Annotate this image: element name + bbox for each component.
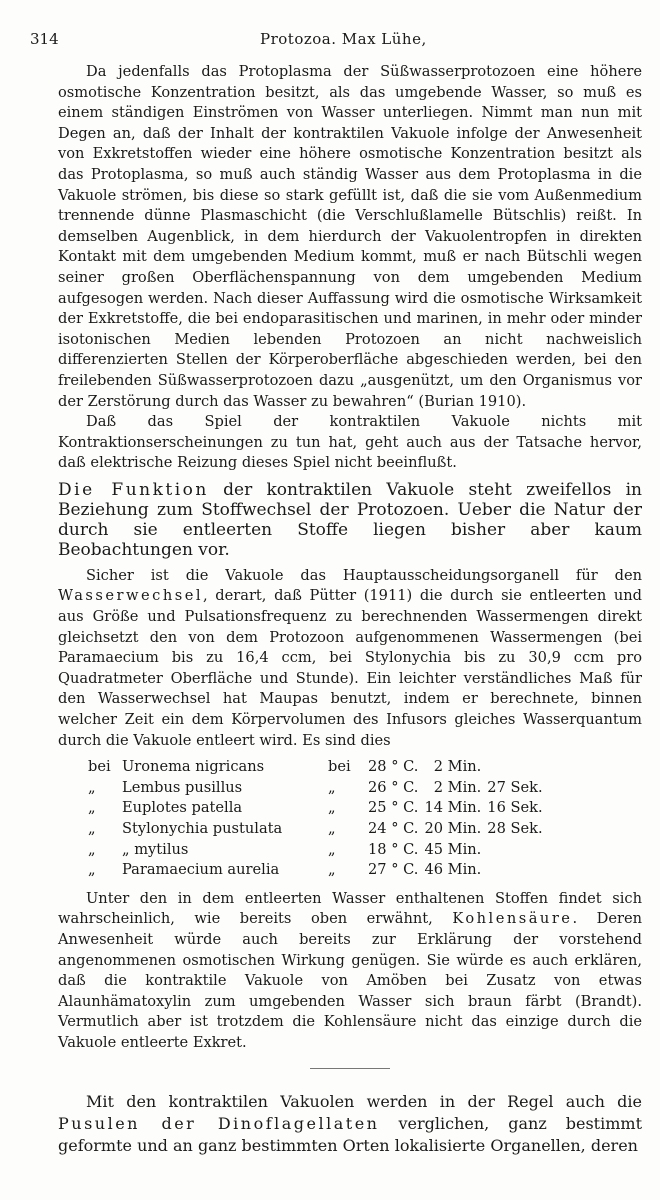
table-cell-prefix: bei xyxy=(88,758,111,776)
table-cell-prefix: „ xyxy=(88,820,96,837)
text-body xyxy=(58,62,642,1157)
spaced-term: Kohlensäure xyxy=(452,910,573,928)
table-row xyxy=(88,860,555,881)
section-divider xyxy=(310,1068,390,1069)
table-cell-name: Lembus pusillus xyxy=(122,778,243,796)
table-cell-bei: „ xyxy=(328,840,336,858)
table-cell-temp: 26 ° C. xyxy=(368,778,419,796)
paragraph-function: Die Funktion der kontraktilen Vakuole steht zweifellos in Beziehung zum Stoffwechsel der Protozoen. Ueber die Natur der durch sie entleerten Stoffe liegen bisher aber kaum Beobachtungen vor. xyxy=(58,479,642,560)
paragraph-osmotic: Da jedenfalls das Protoplasma der Süßwasserprotozoen eine höhere osmotische Konzentration besitzt, als das umgebende Wasser, so muß es einem ständigen Einströmen von Wasser unterliegen. Nimmt man nun mit Degen an, daß der Inhalt der kontraktilen Vakuole infolge der Anwesenheit von Exkretstoffen wieder eine höhere osmotische Konzentration besitzt als das Protoplasma, so muß auch ständig Wasser aus dem Protoplasma in die Vakuole strömen, bis diese so stark gefüllt ist, daß die sie vom Außenmedium trennende dünne Plasmaschicht (die Verschlußlamelle Bütschlis) reißt. In demselben Augenblick, in dem hierdurch der Vakuolentropfen in direkten Kontakt mit dem umgebenden Medium kommt, muß er nach Bütschli wegen seiner großen Oberflächenspannung von dem umgebenden Medium aufgesogen werden. Nach dieser Auffassung wird die osmotische Wirksamkeit der Exkretstoffe, die bei endoparasitischen und marinen, in mehr oder minder isotonischen Medien lebenden Protozoen an nicht nachweislich differenzierten Stellen der Körperoberfläche abgeschieden werden, bei den freilebenden Süßwasserprotozoen dazu „ausgenützt, um den Organismus vor der Zerstörung durch das Wasser zu bewahren“ (Burian 1910). xyxy=(58,63,642,410)
paragraph-pusules: Mit den kontraktilen Vakuolen werden in der Regel auch die Pusulen der Dinoflagellaten verglichen, ganz bestimmt geformte und an ganz bestimmten Orten lokalisierte Organellen, deren xyxy=(58,1091,642,1155)
spaced-term: Wasserwechsel xyxy=(58,587,204,605)
table-cell-bei: „ xyxy=(328,778,336,796)
table-row xyxy=(88,757,555,778)
table-cell-sek: 28 Sek. xyxy=(487,820,543,837)
table-cell-temp: 28 ° C. xyxy=(368,758,419,776)
table-cell-min: 2 Min. xyxy=(433,758,482,776)
page-number: 314 xyxy=(30,30,59,48)
table-cell-min: 14 Min. xyxy=(424,799,482,817)
table-cell-name: Uronema nigricans xyxy=(122,758,265,776)
table-cell-prefix: „ xyxy=(88,861,96,879)
table-cell-temp: 25 ° C. xyxy=(368,799,419,817)
table-cell-name: Euplotes patella xyxy=(122,799,243,817)
page-header xyxy=(30,30,640,50)
table-cell-min: 2 Min. xyxy=(433,778,482,796)
table-cell-bei: „ xyxy=(328,861,336,879)
table-cell-sek xyxy=(487,757,555,778)
table-cell-prefix: „ xyxy=(88,778,96,796)
table-cell-name: Paramaecium aurelia xyxy=(122,861,280,879)
table-cell-sek xyxy=(487,860,555,881)
table-cell-name: „ mytilus xyxy=(122,840,189,858)
table-cell-bei: „ xyxy=(328,799,336,817)
table-cell-name: Stylonychia pustulata xyxy=(122,820,283,837)
table-cell-temp: 18 ° C. xyxy=(368,840,419,858)
table-row xyxy=(88,798,555,819)
table-cell-temp: 24 ° C. xyxy=(368,820,419,837)
table-row xyxy=(88,819,555,840)
table-cell-temp: 27 ° C. xyxy=(368,861,419,879)
table-cell-min: 45 Min. xyxy=(424,840,482,858)
table-cell-bei: bei xyxy=(328,758,351,776)
table-cell-min: 46 Min. xyxy=(424,861,482,879)
spaced-term: Die Funktion xyxy=(58,479,209,500)
species-table xyxy=(88,757,555,881)
paragraph-electric: Daß das Spiel der kontraktilen Vakuole nichts mit Kontraktionserscheinungen zu tun hat, geht auch aus der Tatsache hervor, daß elektrische Reizung dieses Spiel nicht beeinflußt. xyxy=(58,413,642,472)
paragraph-water-exchange: Sicher ist die Vakuole das Hauptausscheidungsorganell für den Wasserwechsel, derart, daß Pütter (1911) die durch sie entleerten und aus Größe und Pulsationsfrequenz zu berechnenden Wassermengen direkt gleichsetzt den von dem Protozoon aufgenommenen Wassermengen (bei Paramaecium bis zu 16,4 ccm, bei Stylonychia bis zu 30,9 ccm pro Quadratmeter Oberfläche und Stunde). Ein leichter verständliches Maß für den Wasserwechsel hat Maupas benutzt, indem er berechnete, binnen welcher Zeit ein dem Körpervolumen des Infusors gleiches Wasserquantum durch die Vakuole entleert wird. Es sind dies xyxy=(58,566,642,749)
table-row xyxy=(88,840,555,861)
table-row xyxy=(88,778,555,799)
table-cell-prefix: „ xyxy=(88,840,96,858)
running-title: Protozoa. Max Lühe, xyxy=(260,30,427,48)
table-cell-sek: 27 Sek. xyxy=(487,778,543,796)
table-cell-prefix: „ xyxy=(88,799,96,817)
table-cell-sek xyxy=(487,840,555,861)
table-cell-min: 20 Min. xyxy=(424,820,482,837)
table-cell-sek: 16 Sek. xyxy=(487,799,543,817)
spaced-term: Pusulen der Dinoflagellaten xyxy=(58,1113,380,1133)
paragraph-carbonic-acid: Unter den in dem entleerten Wasser enthaltenen Stoffen findet sich wahrscheinlich, wie bereits oben erwähnt, Kohlensäure. Deren Anwesenheit würde auch bereits zur Erklärung der vorstehend angenommenen osmotischen Wirkung genügen. Sie würde es auch erklären, daß die kontraktile Vakuole von Amöben bei Zusatz von etwas Alaunhämatoxylin zum umgebenden Wasser sich braun färbt (Brandt). Vermutlich aber ist trotzdem die Kohlensäure nicht das einzige durch die Vakuole entleerte Exkret. xyxy=(58,889,642,1051)
table-cell-bei: „ xyxy=(328,820,336,837)
